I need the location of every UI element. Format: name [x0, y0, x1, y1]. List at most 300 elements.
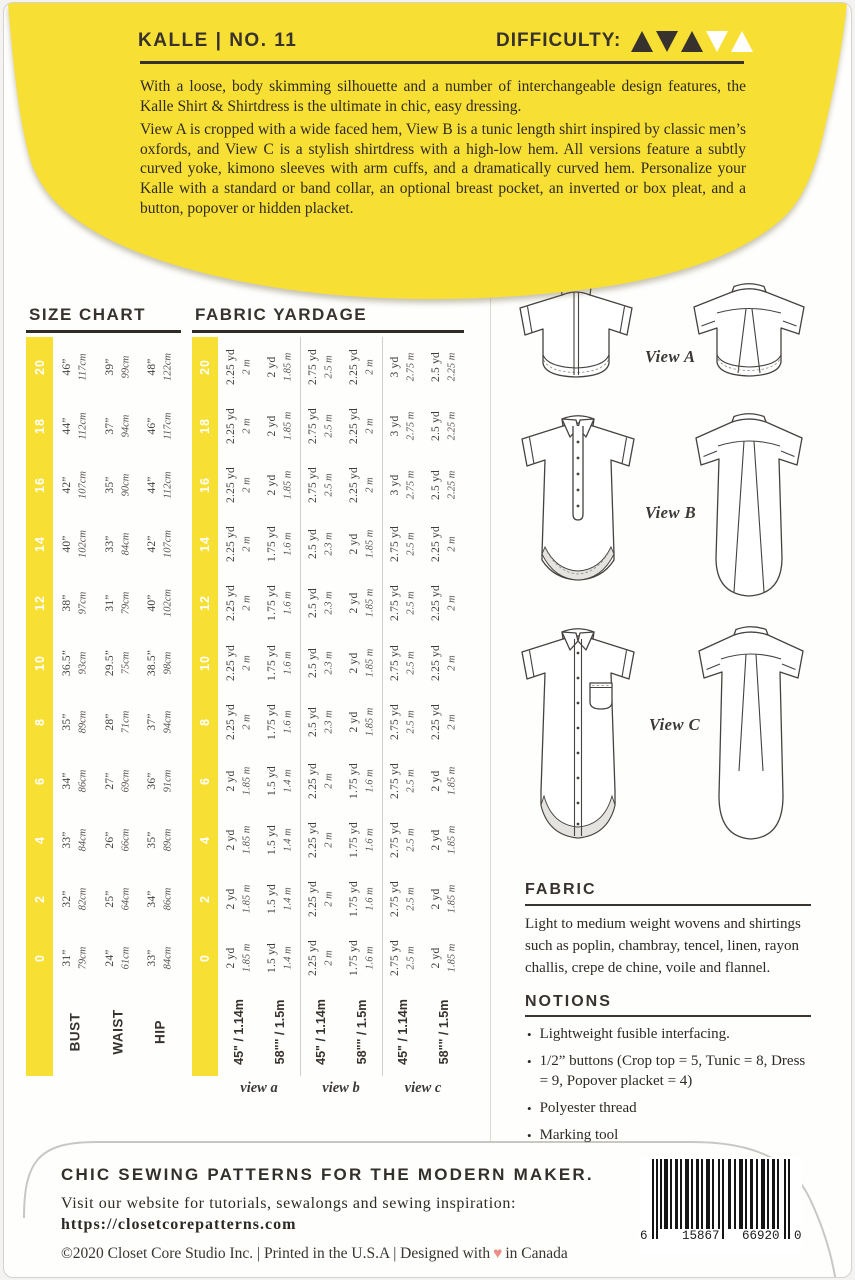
- measurement-cell: [53, 574, 97, 633]
- imperial-value: 38”: [61, 594, 73, 612]
- yardage-cell: [383, 574, 423, 633]
- yardage-cell: [259, 751, 300, 810]
- imperial-value: 33”: [104, 535, 116, 553]
- metric-value: 112cm: [162, 471, 174, 499]
- table-column: [300, 337, 341, 1076]
- metric-value: 2.5 m: [323, 473, 335, 497]
- metric-value: 102cm: [162, 589, 174, 618]
- imperial-value: 40”: [146, 594, 158, 612]
- yardage-cell: [423, 515, 464, 574]
- metric-value: 91cm: [162, 769, 174, 793]
- metric-value: 2.5 m: [405, 591, 417, 616]
- metric-value: 2 m: [323, 950, 335, 967]
- yardage-cell: [259, 337, 300, 396]
- difficulty-triangle-icon: [656, 31, 678, 52]
- metric-value: 2.25 m: [446, 470, 457, 500]
- yardage-cell: [259, 811, 300, 870]
- imperial-value: 44”: [146, 476, 158, 494]
- yardage-cell: [341, 929, 382, 988]
- fabric-width-label: 45" / 1.14m: [396, 999, 410, 1065]
- yardage-cell: [383, 515, 423, 574]
- yardage-cell: [301, 811, 341, 870]
- imperial-value: 1.75 yd: [347, 762, 360, 799]
- metric-value: 112cm: [77, 412, 89, 440]
- size-cell: [26, 455, 53, 514]
- yardage-cell: [218, 515, 259, 574]
- view-c-back-illustration: [676, 621, 826, 861]
- imperial-value: 2.75 yd: [389, 762, 401, 799]
- imperial-value: 2.75 yd: [389, 585, 401, 622]
- measurement-cell: [139, 574, 181, 633]
- imperial-value: 2 yd: [429, 888, 442, 910]
- notions-item: [527, 1052, 814, 1092]
- size-cell: [26, 574, 53, 633]
- metric-value: 2 m: [241, 418, 252, 434]
- metric-value: 107cm: [77, 470, 89, 499]
- flap-header: [4, 3, 852, 303]
- size-number: 10: [198, 654, 212, 671]
- imperial-value: 1.5 yd: [265, 825, 278, 856]
- metric-value: 93cm: [77, 651, 89, 674]
- table-column: [53, 337, 97, 1076]
- notions-item-text: Polyester thread: [539, 1099, 637, 1116]
- imperial-value: 25”: [104, 890, 116, 908]
- metric-value: 2.3 m: [323, 532, 335, 556]
- imperial-value: 33”: [61, 831, 73, 849]
- yardage-cell: [423, 811, 464, 870]
- imperial-value: 2.5 yd: [307, 529, 319, 560]
- yardage-cell: [383, 929, 423, 988]
- footer-tagline: CHIC SEWING PATTERNS FOR THE MODERN MAKER.: [61, 1165, 594, 1184]
- metric-value: 122cm: [162, 352, 174, 381]
- size-cell: [192, 455, 218, 514]
- imperial-value: 1.75 yd: [265, 526, 278, 563]
- imperial-value: 2.25 yd: [224, 467, 237, 503]
- size-cell: [192, 811, 218, 870]
- imperial-value: 2.25 yd: [224, 526, 237, 563]
- metric-value: 1.6 m: [282, 532, 293, 556]
- measurement-cell: [53, 455, 97, 514]
- metric-value: 94cm: [120, 414, 132, 438]
- size-number: 18: [198, 417, 212, 434]
- imperial-value: 2 yd: [429, 829, 442, 851]
- fabric-width-label: 45" / 1.14m: [231, 999, 246, 1065]
- yardage-cell: [301, 633, 341, 692]
- imperial-value: 1.75 yd: [347, 940, 360, 977]
- yardage-view-labels: [218, 1080, 464, 1097]
- yardage-cell: [301, 692, 341, 751]
- yardage-cell: [259, 633, 300, 692]
- size-chart-rule: [26, 330, 181, 333]
- notions-rule: [525, 1015, 811, 1017]
- bullet-icon: •: [527, 1053, 532, 1069]
- measurement-cell: [97, 515, 139, 574]
- view-column-label: view a: [240, 1080, 278, 1096]
- difficulty-triangles: [631, 31, 753, 52]
- imperial-value: 39”: [104, 357, 116, 376]
- measurement-cell: [139, 337, 181, 396]
- fabric-rule: [525, 904, 811, 906]
- imperial-value: 29.5”: [104, 649, 116, 676]
- imperial-value: 2 yd: [224, 888, 237, 910]
- view-column-label: view c: [404, 1080, 442, 1096]
- yardage-cell: [341, 692, 382, 751]
- measurement-cell: [139, 751, 181, 810]
- metric-value: 2 m: [241, 358, 252, 375]
- metric-value: 2 m: [323, 891, 335, 908]
- metric-value: 64cm: [120, 887, 132, 911]
- metric-value: 1.4 m: [282, 887, 293, 911]
- imperial-value: 2.25 yd: [307, 881, 319, 918]
- metric-value: 1.4 m: [282, 828, 293, 852]
- yardage-cell: [341, 870, 382, 929]
- size-number: 6: [32, 776, 47, 785]
- imperial-value: 1.75 yd: [265, 644, 278, 681]
- yardage-cell: [341, 811, 382, 870]
- imperial-value: 35”: [104, 476, 116, 494]
- yardage-cell: [341, 337, 382, 396]
- imperial-value: 35”: [61, 713, 73, 731]
- metric-value: 2.5 m: [405, 769, 417, 793]
- size-number: 16: [198, 477, 212, 493]
- size-number: 12: [32, 595, 47, 612]
- size-cell: [192, 574, 218, 633]
- size-cell: [26, 633, 53, 692]
- metric-value: 2 m: [364, 358, 375, 375]
- fabric-width-label: 58"" / 1.5m: [354, 999, 369, 1065]
- measurement-cell: [97, 574, 139, 633]
- yardage-cell: [423, 751, 464, 810]
- measurement-cell: [53, 929, 97, 988]
- metric-value: 2.5 m: [405, 828, 417, 852]
- yardage-cell: [383, 455, 423, 514]
- measurement-cell: [139, 515, 181, 574]
- yardage-cell: [383, 751, 423, 810]
- metric-value: 2.75 m: [405, 352, 417, 381]
- metric-value: 1.6 m: [282, 650, 293, 675]
- imperial-value: 2.5 yd: [429, 351, 442, 382]
- metric-value: 1.6 m: [282, 591, 293, 616]
- table-column: [259, 337, 300, 1076]
- yardage-cell: [218, 811, 259, 870]
- imperial-value: 2.75 yd: [307, 348, 319, 385]
- table-label-cell: [139, 988, 181, 1076]
- metric-value: 2 m: [446, 713, 457, 730]
- table-column: [423, 337, 464, 1076]
- difficulty-triangle-icon: [731, 31, 753, 52]
- yardage-cell: [259, 455, 300, 514]
- size-number: 6: [198, 776, 212, 785]
- imperial-value: 2.25 yd: [429, 526, 442, 563]
- size-cell: [26, 396, 53, 455]
- imperial-value: 34”: [146, 890, 158, 908]
- size-number: 20: [32, 358, 47, 375]
- imperial-value: 2.5 yd: [307, 706, 319, 737]
- metric-value: 1.85 m: [364, 529, 375, 559]
- metric-value: 89cm: [77, 710, 89, 734]
- size-number: 18: [32, 417, 47, 434]
- imperial-value: 2 yd: [265, 356, 278, 378]
- size-cell: [192, 870, 218, 929]
- yardage-cell: [341, 515, 382, 574]
- imperial-value: 42”: [146, 535, 158, 553]
- metric-value: 2 m: [241, 477, 252, 493]
- size-cell: [192, 633, 218, 692]
- table-column: [341, 337, 382, 1076]
- measurement-cell: [139, 811, 181, 870]
- imperial-value: 2.25 yd: [224, 644, 237, 681]
- page-title: KALLE | NO. 11: [138, 30, 298, 51]
- yardage-cell: [383, 811, 423, 870]
- size-chart-heading: SIZE CHART: [29, 305, 146, 324]
- metric-value: 75cm: [120, 651, 132, 674]
- table-column: [97, 337, 139, 1076]
- imperial-value: 2 yd: [224, 770, 237, 792]
- imperial-value: 2.25 yd: [224, 407, 237, 444]
- measurement-cell: [53, 811, 97, 870]
- view-c-label: View C: [649, 715, 701, 734]
- imperial-value: 1.5 yd: [265, 884, 278, 915]
- size-cell: [26, 692, 53, 751]
- yardage-cell: [301, 751, 341, 810]
- description-paragraph-2: View A is cropped with a wide faced hem, View B is a tunic length shirt inspired by classic men’s oxfords, and View C is a stylish shirtdress with a high-low hem. All versions feature a subtly curved yoke, kimono sleeves with arm cuffs, and a dramatically curved hem. Personalize your Kalle with a standard or band collar, an optional breast pocket, an inverted or box pleat, and a button, popover or hidden placket.: [140, 121, 746, 217]
- measurement-cell: [97, 929, 139, 988]
- imperial-value: 2.25 yd: [429, 644, 442, 681]
- yardage-cell: [301, 396, 341, 455]
- yardage-cell: [383, 337, 423, 396]
- size-number: 2: [198, 895, 212, 904]
- imperial-value: 2 yd: [429, 948, 442, 969]
- table-label-cell: [97, 988, 139, 1076]
- metric-value: 84cm: [120, 532, 132, 556]
- notions-item: [527, 1025, 814, 1045]
- metric-value: 1.85 m: [241, 766, 252, 796]
- metric-value: 98cm: [162, 651, 174, 674]
- imperial-value: 2.25 yd: [429, 585, 442, 622]
- metric-value: 1.85 m: [446, 944, 457, 973]
- measurement-cell: [139, 870, 181, 929]
- yardage-cell: [259, 396, 300, 455]
- measurement-cell: [139, 692, 181, 751]
- table-column: [218, 337, 259, 1076]
- table-column: [139, 337, 181, 1076]
- vertical-divider: [490, 253, 491, 1142]
- yardage-cell: [383, 396, 423, 455]
- imperial-value: 42”: [61, 476, 73, 494]
- imperial-value: 2.75 yd: [307, 467, 319, 503]
- imperial-value: 31”: [61, 949, 73, 968]
- notions-list: [527, 1025, 814, 1153]
- imperial-value: 31”: [104, 594, 116, 612]
- yardage-cell: [218, 455, 259, 514]
- imperial-value: 2.75 yd: [389, 526, 401, 563]
- yardage-cell: [383, 633, 423, 692]
- metric-value: 1.85 m: [282, 352, 293, 381]
- notions-item-text: 1/2” buttons (Crop top = 5, Tunic = 8, Dress = 9, Popover placket = 4): [539, 1052, 806, 1089]
- metric-value: 2 m: [323, 832, 335, 848]
- imperial-value: 2.25 yd: [429, 703, 442, 740]
- table-label-cell: [341, 988, 382, 1076]
- yardage-cell: [341, 455, 382, 514]
- size-cell: [192, 396, 218, 455]
- metric-value: 1.85 m: [446, 825, 457, 855]
- yardage-cell: [341, 751, 382, 810]
- bullet-icon: •: [527, 1127, 532, 1143]
- metric-value: 79cm: [77, 947, 89, 970]
- imperial-value: 3 yd: [389, 415, 401, 437]
- metric-value: 2.25 m: [446, 411, 457, 441]
- metric-value: 2 m: [446, 595, 457, 612]
- imperial-value: 36.5”: [61, 649, 73, 676]
- size-number: 16: [32, 477, 47, 493]
- measurement-cell: [139, 929, 181, 988]
- imperial-value: 3 yd: [389, 474, 401, 496]
- size-cell: [192, 515, 218, 574]
- table-label-cell: [53, 988, 97, 1076]
- metric-value: 89cm: [162, 828, 174, 852]
- table-label-cell: [26, 988, 53, 1076]
- fabric-width-label: 45" / 1.14m: [314, 999, 328, 1065]
- metric-value: 2 m: [241, 713, 252, 730]
- yardage-cell: [301, 515, 341, 574]
- yardage-cell: [423, 455, 464, 514]
- metric-value: 2.5 m: [405, 532, 417, 556]
- imperial-value: 26”: [104, 831, 116, 849]
- table-label-cell: [301, 988, 341, 1076]
- imperial-value: 2 yd: [347, 652, 360, 673]
- metric-value: 82cm: [77, 887, 89, 911]
- imperial-value: 1.75 yd: [265, 703, 278, 740]
- imperial-value: 2 yd: [265, 474, 278, 496]
- metric-value: 2.3 m: [323, 591, 335, 616]
- metric-value: 79cm: [120, 591, 132, 615]
- yardage-cell: [301, 337, 341, 396]
- yardage-cell: [341, 633, 382, 692]
- imperial-value: 37”: [104, 417, 116, 435]
- barcode: [640, 1157, 802, 1253]
- yardage-cell: [218, 574, 259, 633]
- notions-item: [527, 1099, 814, 1119]
- view-c-front-illustration: [496, 621, 661, 861]
- size-number: 4: [32, 836, 47, 845]
- footer-visit-text: Visit our website for tutorials, sewalongs and sewing inspiration:: [61, 1195, 517, 1212]
- yardage-cell: [259, 929, 300, 988]
- metric-value: 1.6 m: [364, 887, 375, 911]
- metric-value: 99cm: [120, 355, 132, 378]
- metric-value: 107cm: [162, 530, 174, 559]
- size-number: 12: [198, 595, 212, 612]
- metric-value: 1.6 m: [364, 828, 375, 852]
- footer-website-url: https://closetcorepatterns.com: [61, 1216, 297, 1233]
- size-cell: [26, 811, 53, 870]
- metric-value: 66cm: [120, 828, 132, 852]
- metric-value: 2.3 m: [323, 710, 335, 734]
- description-paragraph-1: With a loose, body skimming silhouette and a number of interchangeable design features, the Kalle Shirt & Shirtdress is the ultimate in chic, easy dressing.: [140, 78, 746, 115]
- imperial-value: 2 yd: [224, 829, 237, 851]
- measurement-cell: [97, 751, 139, 810]
- imperial-value: 32”: [61, 890, 73, 908]
- measurement-row-label: BUST: [67, 1012, 83, 1052]
- metric-value: 2.5 m: [405, 887, 417, 911]
- metric-value: 90cm: [120, 473, 132, 497]
- imperial-value: 2.75 yd: [389, 940, 401, 977]
- size-cell: [192, 337, 218, 396]
- size-cell: [26, 337, 53, 396]
- table-label-cell: [383, 988, 423, 1076]
- size-number: 4: [198, 836, 212, 845]
- metric-value: 2.75 m: [405, 411, 417, 441]
- size-cell: [26, 515, 53, 574]
- metric-value: 102cm: [77, 530, 89, 559]
- metric-value: 1.85 m: [364, 707, 375, 737]
- imperial-value: 2.25 yd: [307, 822, 319, 859]
- imperial-value: 2.5 yd: [429, 410, 442, 441]
- imperial-value: 33”: [146, 949, 158, 968]
- metric-value: 2.5 m: [323, 354, 335, 379]
- imperial-value: 2.5 yd: [307, 588, 319, 619]
- imperial-value: 2.5 yd: [307, 647, 319, 678]
- imperial-value: 2.75 yd: [389, 644, 401, 681]
- imperial-value: 46”: [61, 357, 73, 376]
- imperial-value: 35”: [146, 831, 158, 849]
- metric-value: 2.5 m: [405, 946, 417, 971]
- yardage-cell: [301, 455, 341, 514]
- footer: [4, 1143, 852, 1278]
- imperial-value: 2.75 yd: [389, 881, 401, 918]
- metric-value: 2 m: [446, 654, 457, 671]
- imperial-value: 34”: [61, 772, 73, 790]
- yardage-cell: [423, 633, 464, 692]
- size-number: 8: [198, 717, 212, 726]
- imperial-value: 37”: [146, 713, 158, 731]
- yardage-cell: [259, 692, 300, 751]
- metric-value: 2.75 m: [405, 470, 417, 500]
- measurement-cell: [53, 870, 97, 929]
- imperial-value: 1.5 yd: [265, 943, 278, 974]
- table-column: [382, 337, 423, 1076]
- imperial-value: 2.25 yd: [307, 940, 319, 977]
- metric-value: 86cm: [162, 887, 174, 911]
- imperial-value: 28”: [104, 713, 116, 731]
- yardage-cell: [301, 870, 341, 929]
- imperial-value: 2.25 yd: [347, 467, 360, 503]
- imperial-value: 36”: [146, 772, 158, 790]
- imperial-value: 2.75 yd: [389, 822, 401, 859]
- yardage-cell: [218, 692, 259, 751]
- measurement-cell: [53, 692, 97, 751]
- imperial-value: 2.75 yd: [389, 703, 401, 740]
- metric-value: 117cm: [162, 412, 174, 440]
- difficulty-triangle-icon: [706, 31, 728, 52]
- metric-value: 1.4 m: [282, 946, 293, 971]
- table-label-cell: [218, 988, 259, 1076]
- metric-value: 1.85 m: [241, 944, 252, 973]
- metric-value: 1.85 m: [282, 470, 293, 500]
- metric-value: 1.85 m: [364, 648, 375, 677]
- measurement-cell: [53, 515, 97, 574]
- metric-value: 1.4 m: [282, 769, 293, 793]
- yardage-cell: [423, 396, 464, 455]
- measurement-cell: [53, 337, 97, 396]
- metric-value: 2.5 m: [405, 650, 417, 675]
- metric-value: 2 m: [241, 536, 252, 552]
- imperial-value: 2.25 yd: [224, 703, 237, 740]
- metric-value: 97cm: [77, 591, 89, 615]
- table-label-cell: [192, 988, 218, 1076]
- yardage-cell: [301, 929, 341, 988]
- metric-value: 2 m: [364, 418, 375, 434]
- imperial-value: 44”: [61, 417, 73, 435]
